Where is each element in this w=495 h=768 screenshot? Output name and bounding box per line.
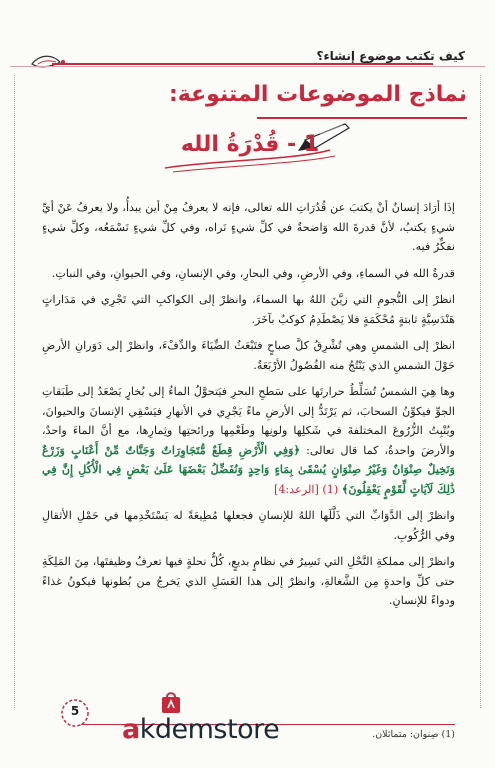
paragraph: انظرْ إلى النُّجومِ التي زيَّنَ اللهُ بها السماءَ، وانظرْ إلى الكواكبِ التي تَجْرِي في مَدَاراتٍ هَنْدَسِيَّةٍ ثابتةٍ مُحْكَمَةٍ فلا يَصْطَدِمُ كوكبٌ بآخَرَ. (42, 293, 455, 326)
page-number: 5 (70, 704, 80, 718)
paragraph-with-verse (42, 382, 455, 499)
shopping-bag-icon (160, 690, 182, 714)
ornament-icon (30, 50, 70, 74)
footnote: (1) صِنوان: متماثلان. (372, 729, 455, 740)
paragraph: وانظرْ إلى الدَّوَابِّ التي ذَلَّلَها اللهُ للإنسانِ فجعلها مُطِيعَةً له يَسْتَخْدِمها في حَمْلِ الأثقالِ وفي الرُّكُوبِ. (42, 509, 455, 542)
header-rule (52, 63, 433, 65)
verse-reference: (1) [الرعد:4] (274, 482, 339, 496)
paragraph-text: وها هِيَ الشمسُ تُسَلِّطُ حرارتَها على سَطحِ البحرِ فيَتحوَّلُ الماءُ إلى بُخارٍ يَصْعَدُ إلى طَبَقاتِ الجوِّ فيكوِّنُ السحابَ، ثم يَرْتَدُّ إلى الأرضِ ماءً يَجْرِي في الأنهارِ فيَسْقِي الإنسانَ والحيوانَ، ويُنْبِتُ الزُّرُوعَ المختلفةَ في شَكلِها ولونِها وطَعْمِها ورائحتِها وثِمارِها، مع أنَّ الماءَ واحدٌ، والأرضَ واحدةٌ، كما قال تعالى: (42, 385, 455, 457)
quran-verse: ﴿وَفِي الْأَرْضِ قِطَعٌ مُّتَجَاوِرَاتٌ وَجَنَّاتٌ مِّنْ أَعْنَابٍ وَزَرْعٌ وَنَخِيلٌ صِنْوَانٌ وَغَيْرُ صِنْوَانٍ يُسْقَىٰ بِمَاءٍ وَاحِدٍ وَنُفَضِّلُ بَعْضَهَا عَلَىٰ بَعْضٍ فِي الْأُكُلِ إِنَّ فِي ذَٰلِكَ لَآيَاتٍ لِّقَوْمٍ يَعْقِلُونَ﴾ (42, 442, 455, 496)
right-margin-border (480, 75, 481, 708)
body-text (42, 198, 455, 618)
header-thin-rule (10, 66, 485, 67)
left-margin-border (14, 75, 15, 708)
paragraph: قدرةُ الله في السماءِ، وفي الأرضِ، وفي البحارِ، وفي الإنسانِ، وفي الحيوانِ، وفي النباتِ. (51, 266, 455, 280)
store-logo: akdemstore (122, 714, 280, 745)
running-header: كيف تكتب موضوع إنشاء؟ (313, 49, 470, 63)
paragraph: وانظرْ إلى مملكةِ النَّحْلِ التي تَسِيرُ في نظامٍ بديعٍ، كُلُّ نحلةٍ فيها تعرفُ وظيفتَها، مِنَ المَلِكَةِ حتى كلِّ واحدةٍ مِن الشَّغالةِ، وانظرْ إلى هذا العَسَلِ الذي يَخرجُ من بُطونها فيكونُ غذاءً ودواءً للإنسانِ. (42, 555, 455, 607)
paragraph: إذَا أرَادَ إنسانٌ أنْ يكتبَ عن قُدُرَاتِ الله تعالى، فإنه لا يعرفُ مِنْ أين يبدأُ، ولا يعرفُ عَنْ أيِّ شيءٍ يكتبُ، لأنَّ قدرةَ الله وَاضحةٌ في كلِّ شيءٍ نَراه، وفي كلِّ شيءٍ نَسْمَعُه، وكلِّ شيءٍ نفكِّرُ فيه. (42, 201, 455, 253)
section-title: نماذج الموضوعات المتنوعة: (169, 82, 467, 107)
section-title-underline (257, 117, 467, 119)
chapter-title: 1 - قُدْرَةُ الله (180, 132, 320, 157)
paragraph: انظرْ إلى الشمسِ وهي تُشْرِقُ كلَّ صباحٍ فتَبْعَثُ الضِّيَاءَ والدِّفْءَ، وانظرْ إلى دَوَرانِ الأرضِ حَوْلَ الشمسِ الذي يَنْتُجُ منه الفُصُولُ الأرْبَعَةُ. (42, 339, 455, 372)
